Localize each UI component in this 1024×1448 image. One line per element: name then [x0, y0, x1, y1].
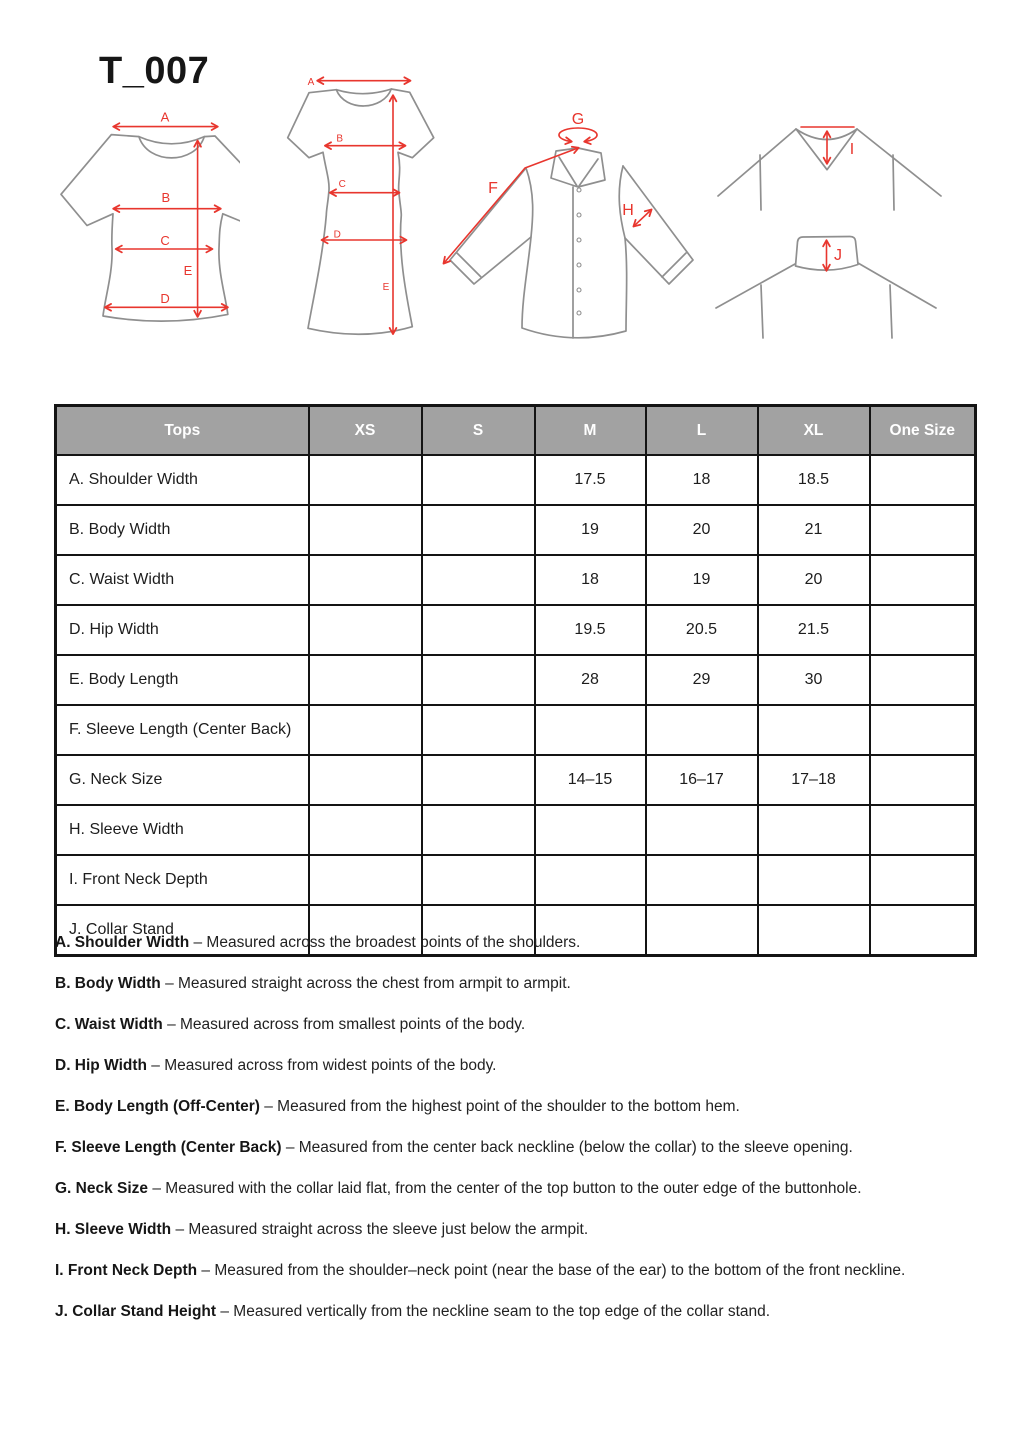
column-header-one-size: One Size — [870, 406, 976, 456]
size-value: 19 — [646, 555, 758, 605]
size-value: 21 — [758, 505, 870, 555]
definition — [55, 1137, 945, 1159]
shirt-right-cuff-seam — [662, 253, 686, 277]
size-value — [870, 555, 976, 605]
dress-label-c: C — [338, 179, 346, 190]
size-value — [309, 455, 422, 505]
definition-text: – Measured straight across the chest from armpit to armpit. — [165, 975, 571, 992]
size-value — [309, 855, 422, 905]
definition-text: – Measured from the highest point of the shoulder to the bottom hem. — [264, 1098, 740, 1115]
size-value — [870, 455, 976, 505]
size-value: 20.5 — [646, 605, 758, 655]
definition — [55, 1260, 945, 1282]
size-value — [309, 505, 422, 555]
shirt-button — [577, 311, 581, 315]
size-chart-table — [54, 404, 977, 957]
size-value — [422, 455, 535, 505]
table-row — [56, 705, 976, 755]
size-value — [758, 855, 870, 905]
table-row — [56, 655, 976, 705]
definition-term: E. Body Length (Off-Center) — [55, 1098, 265, 1115]
shirt-label-g: G — [571, 111, 585, 128]
dress-back-collar-line — [336, 89, 391, 94]
size-value — [422, 655, 535, 705]
size-value — [535, 705, 646, 755]
table-row — [56, 855, 976, 905]
definition-term: D. Hip Width — [55, 1057, 152, 1074]
page-title: T_007 — [99, 50, 210, 92]
row-label: I. Front Neck Depth — [56, 855, 309, 905]
size-table-header-row — [56, 406, 976, 456]
size-value: 17.5 — [535, 455, 646, 505]
shirt-body — [522, 166, 627, 338]
definition-text: – Measured from the center back neckline (below the collar) to the sleeve opening. — [285, 1139, 853, 1156]
column-header-xl: XL — [758, 406, 870, 456]
definition — [55, 1219, 945, 1241]
size-value — [870, 505, 976, 555]
table-row — [56, 455, 976, 505]
dress-label-d: D — [333, 229, 341, 241]
tshirt-outline — [61, 135, 240, 322]
size-value — [870, 605, 976, 655]
shirt-label-h: H — [622, 202, 634, 219]
size-value: 29 — [646, 655, 758, 705]
definition-text: – Measured with the collar laid flat, from the center of the top button to the outer edge of the buttonhole. — [152, 1180, 862, 1197]
row-label: C. Waist Width — [56, 555, 309, 605]
row-label: B. Body Width — [56, 505, 309, 555]
size-value — [870, 855, 976, 905]
size-value — [422, 505, 535, 555]
size-value — [870, 805, 976, 855]
table-row — [56, 555, 976, 605]
row-label: E. Body Length — [56, 655, 309, 705]
column-header-s: S — [422, 406, 535, 456]
definition-term: G. Neck Size — [55, 1180, 153, 1197]
dress-label-a: A — [307, 77, 315, 88]
column-header-tops: Tops — [56, 406, 309, 456]
shirt-button — [577, 213, 581, 217]
shirt-button — [577, 288, 581, 292]
shirt-button — [577, 238, 581, 242]
definition — [55, 932, 945, 954]
definition-text: – Measured across from smallest points of the body. — [167, 1016, 526, 1033]
size-value — [422, 705, 535, 755]
shirt-arrow-g — [559, 128, 597, 135]
size-value — [646, 855, 758, 905]
shirt-button — [577, 188, 581, 192]
size-value: 18.5 — [758, 455, 870, 505]
collar-stand-armholes — [761, 285, 892, 338]
definition-term: A. Shoulder Width — [55, 934, 194, 951]
neckline-diagrams — [708, 108, 953, 343]
shirt-label-f: F — [488, 180, 498, 197]
dress-diagram — [283, 75, 443, 345]
definition — [55, 1014, 945, 1036]
tshirt-diagram — [55, 103, 240, 338]
size-value — [758, 705, 870, 755]
size-value — [870, 755, 976, 805]
shirt-arrow-h — [634, 210, 651, 226]
shirt-left-cuff-seam — [457, 253, 481, 277]
column-header-l: L — [646, 406, 758, 456]
size-value — [870, 705, 976, 755]
size-value: 19 — [535, 505, 646, 555]
row-label: J. Collar Stand — [56, 905, 309, 956]
row-label: G. Neck Size — [56, 755, 309, 805]
size-value — [646, 705, 758, 755]
row-label: F. Sleeve Length (Center Back) — [56, 705, 309, 755]
row-label: A. Shoulder Width — [56, 455, 309, 505]
size-value — [309, 755, 422, 805]
definition — [55, 1301, 945, 1323]
column-header-m: M — [535, 406, 646, 456]
size-value: 21.5 — [758, 605, 870, 655]
size-value — [309, 705, 422, 755]
definition-term: I. Front Neck Depth — [55, 1262, 202, 1279]
size-value — [309, 805, 422, 855]
size-value — [535, 855, 646, 905]
definition-text: – Measured from the shoulder–neck point (near the base of the ear) to the bottom of the front neckline. — [201, 1262, 906, 1279]
definition-term: H. Sleeve Width — [55, 1221, 176, 1238]
tshirt-label-e: E — [183, 263, 193, 278]
dress-label-b: B — [336, 133, 344, 145]
definition — [55, 1178, 945, 1200]
shirt-diagram — [438, 108, 718, 343]
definition-term: B. Body Width — [55, 975, 166, 992]
size-value: 19.5 — [535, 605, 646, 655]
shirt-collar-inner — [559, 157, 598, 186]
table-row — [56, 805, 976, 855]
vneck-label-i: I — [849, 141, 855, 158]
size-value: 14–15 — [535, 755, 646, 805]
size-value — [422, 755, 535, 805]
size-value — [870, 655, 976, 705]
size-value: 28 — [535, 655, 646, 705]
size-value: 18 — [646, 455, 758, 505]
tshirt-back-collar-line — [139, 137, 204, 144]
tshirt-label-c: C — [160, 233, 170, 248]
definition-term: J. Collar Stand Height — [55, 1303, 221, 1320]
row-label: H. Sleeve Width — [56, 805, 309, 855]
size-value — [422, 605, 535, 655]
size-value: 20 — [758, 555, 870, 605]
size-value — [422, 855, 535, 905]
definition-text: – Measured across the broadest points of the shoulders. — [193, 934, 581, 951]
shirt-arrow-f — [444, 148, 578, 263]
collar-stand-label-j: J — [834, 247, 842, 264]
size-value: 30 — [758, 655, 870, 705]
definitions — [55, 932, 945, 1342]
definition-term: C. Waist Width — [55, 1016, 168, 1033]
size-table-body — [56, 455, 976, 956]
table-row — [56, 605, 976, 655]
shirt-collar — [551, 148, 605, 187]
size-value — [309, 555, 422, 605]
shirt-right-sleeve — [623, 166, 693, 284]
definition — [55, 973, 945, 995]
dress-outline — [288, 89, 434, 334]
definition-text: – Measured vertically from the neckline seam to the top edge of the collar stand. — [220, 1303, 771, 1320]
definition-term: F. Sleeve Length (Center Back) — [55, 1139, 286, 1156]
size-value — [309, 605, 422, 655]
definition-text: – Measured straight across the sleeve just below the armpit. — [175, 1221, 589, 1238]
shirt-arrow-g-left — [559, 135, 571, 142]
dress-label-e: E — [382, 282, 390, 293]
size-value — [422, 555, 535, 605]
definition — [55, 1096, 945, 1118]
size-value: 17–18 — [758, 755, 870, 805]
size-value — [309, 655, 422, 705]
column-header-xs: XS — [309, 406, 422, 456]
size-value — [646, 805, 758, 855]
size-value: 16–17 — [646, 755, 758, 805]
definition-text: – Measured across from widest points of the body. — [151, 1057, 497, 1074]
size-value — [758, 805, 870, 855]
table-row — [56, 505, 976, 555]
tshirt-label-d: D — [160, 291, 170, 306]
row-label: D. Hip Width — [56, 605, 309, 655]
definition — [55, 1055, 945, 1077]
size-value: 18 — [535, 555, 646, 605]
tshirt-label-a: A — [160, 109, 170, 125]
table-row — [56, 755, 976, 805]
size-value — [535, 805, 646, 855]
size-value: 20 — [646, 505, 758, 555]
size-value — [422, 805, 535, 855]
shirt-arrow-g-right — [585, 135, 597, 142]
shirt-button — [577, 263, 581, 267]
tshirt-label-b: B — [161, 190, 171, 205]
